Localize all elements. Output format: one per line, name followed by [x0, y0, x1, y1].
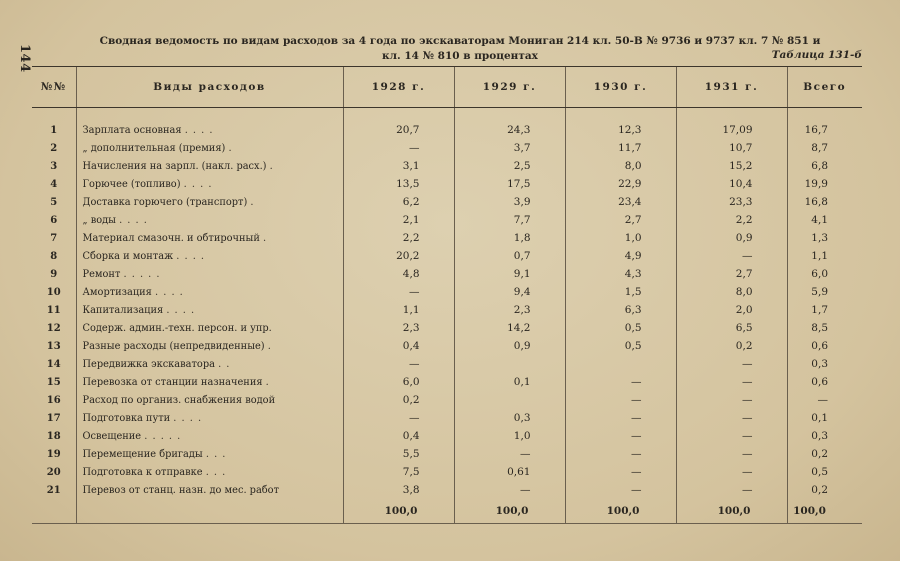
total-1929: 100,0 [454, 499, 565, 524]
row-number: 16 [46, 394, 61, 406]
value-1930: 2,7 [565, 211, 676, 229]
value-total: 0,2 [787, 445, 862, 463]
page-number: 144 [17, 44, 32, 73]
value-total: 0,6 [787, 373, 862, 391]
leader-dots: . [267, 340, 272, 352]
total-all: 100,0 [787, 499, 862, 524]
leader-dots: . [265, 376, 270, 388]
expense-name-cell [76, 193, 343, 211]
expense-name: Сборка и монтаж [82, 250, 174, 262]
value-1931: 2,7 [676, 265, 787, 283]
leader-dots: . [269, 160, 274, 172]
expense-name: „ воды [82, 214, 116, 226]
title-line-2: кл. 14 № 810 в процентах [382, 50, 538, 62]
expense-name-cell [76, 391, 343, 409]
value-1930: 1,0 [565, 229, 676, 247]
value-1929: 3,7 [454, 139, 565, 157]
header-1929: 1929 г. [454, 67, 565, 108]
value-1928: 2,3 [343, 319, 454, 337]
value-1929: 1,0 [454, 427, 565, 445]
value-1928: 2,2 [343, 229, 454, 247]
value-total: 6,0 [787, 265, 862, 283]
table-row [32, 211, 862, 229]
value-1929: 0,3 [454, 409, 565, 427]
row-number: 6 [50, 214, 58, 226]
row-number: 17 [46, 412, 61, 424]
expense-name: „ дополнительная (премия) [82, 142, 226, 154]
expense-name: Перевоз от станц. назн. до мес. работ [82, 484, 279, 496]
expense-name: Расход по организ. снабжения водой [82, 394, 276, 406]
value-1928: 2,1 [343, 211, 454, 229]
expense-name-cell [76, 175, 343, 193]
expense-name: Перевозка от станции назначения [82, 376, 263, 388]
value-1928: 0,2 [343, 391, 454, 409]
value-1929: — [454, 445, 565, 463]
row-number: 7 [50, 232, 58, 244]
value-1930: 0,5 [565, 337, 676, 355]
table-row [32, 409, 862, 427]
leader-dots: . . . [205, 466, 227, 478]
value-total: 1,7 [787, 301, 862, 319]
value-1929 [454, 355, 565, 373]
value-total: 1,1 [787, 247, 862, 265]
expense-name-cell [76, 247, 343, 265]
expense-name: Доставка горючего (транспорт) [82, 196, 248, 208]
value-1930: 6,3 [565, 301, 676, 319]
value-1928: 20,2 [343, 247, 454, 265]
row-number: 5 [50, 196, 58, 208]
row-number: 19 [46, 448, 61, 460]
table-row [32, 139, 862, 157]
header-total: Всего [787, 67, 862, 108]
row-number: 1 [50, 124, 58, 136]
value-1929: 1,8 [454, 229, 565, 247]
value-1928: — [343, 409, 454, 427]
expense-name: Амортизация [82, 286, 152, 298]
expense-name-cell [76, 157, 343, 175]
table-row [32, 373, 862, 391]
expense-name: Подготовка к отправке [82, 466, 203, 478]
expense-name-cell [76, 355, 343, 373]
value-1929: 2,5 [454, 157, 565, 175]
expense-name-cell [76, 319, 343, 337]
expense-name-cell [76, 283, 343, 301]
value-1931: 2,0 [676, 301, 787, 319]
row-number: 13 [46, 340, 61, 352]
value-1931: 8,0 [676, 283, 787, 301]
expense-name: Подготовка пути [82, 412, 171, 424]
row-number: 21 [46, 484, 61, 496]
value-1930: — [565, 463, 676, 481]
value-1931: — [676, 427, 787, 445]
leader-dots: . . . . [119, 214, 148, 226]
expense-name: Материал смазочн. и обтирочный [82, 232, 260, 244]
table-row [32, 121, 862, 139]
value-1929: 2,3 [454, 301, 565, 319]
value-1930: 4,3 [565, 265, 676, 283]
value-1931: 0,2 [676, 337, 787, 355]
header-1931: 1931 г. [676, 67, 787, 108]
expense-name: Перемещение бригады [82, 448, 203, 460]
value-1931: 0,9 [676, 229, 787, 247]
value-1928: 1,1 [343, 301, 454, 319]
value-1931: — [676, 247, 787, 265]
header-1928: 1928 г. [343, 67, 454, 108]
value-1931: — [676, 391, 787, 409]
value-total: 0,2 [787, 481, 862, 499]
table-row [32, 247, 862, 265]
totals-empty-cell [32, 499, 76, 524]
row-number: 4 [50, 178, 58, 190]
value-1929: 14,2 [454, 319, 565, 337]
value-1931: — [676, 463, 787, 481]
value-1930: — [565, 427, 676, 445]
value-1931: 23,3 [676, 193, 787, 211]
table-row [32, 463, 862, 481]
value-1930: — [565, 373, 676, 391]
value-total: 8,7 [787, 139, 862, 157]
leader-dots: . . . . [154, 286, 184, 298]
expense-name: Разные расходы (непредвиденные) [82, 340, 265, 352]
expense-name: Ремонт [82, 268, 121, 280]
value-1930 [565, 355, 676, 373]
value-total: 4,1 [787, 211, 862, 229]
value-1930: 8,0 [565, 157, 676, 175]
value-1928: 3,1 [343, 157, 454, 175]
expense-name-cell [76, 481, 343, 499]
value-1929 [454, 391, 565, 409]
table-row [32, 391, 862, 409]
total-1930: 100,0 [565, 499, 676, 524]
expense-name: Содерж. админ.-техн. персон. и упр. [82, 322, 272, 334]
value-1931: — [676, 445, 787, 463]
table-row [32, 265, 862, 283]
expense-name: Освещение [82, 430, 142, 442]
value-1930: 23,4 [565, 193, 676, 211]
table-row [32, 337, 862, 355]
leader-dots: . . [218, 358, 231, 370]
expense-name-cell [76, 373, 343, 391]
value-1931: 17,09 [676, 121, 787, 139]
expense-name: Зарплата основная [82, 124, 182, 136]
value-1931: 2,2 [676, 211, 787, 229]
header-row [32, 67, 862, 108]
row-number: 11 [46, 304, 61, 316]
value-1929: 0,1 [454, 373, 565, 391]
value-total: 1,3 [787, 229, 862, 247]
row-number: 18 [46, 430, 61, 442]
value-1928: 7,5 [343, 463, 454, 481]
value-1930: 4,9 [565, 247, 676, 265]
expense-name-cell [76, 265, 343, 283]
value-1928: 13,5 [343, 175, 454, 193]
value-total: 5,9 [787, 283, 862, 301]
spacer-row [32, 108, 862, 122]
table-body [32, 108, 862, 524]
value-total: 16,7 [787, 121, 862, 139]
table-row [32, 157, 862, 175]
value-1930: — [565, 409, 676, 427]
row-number: 14 [46, 358, 61, 370]
value-1928: — [343, 355, 454, 373]
row-number: 8 [50, 250, 58, 262]
value-1931: 15,2 [676, 157, 787, 175]
value-1931: 10,4 [676, 175, 787, 193]
expense-name-cell [76, 445, 343, 463]
row-number: 10 [46, 286, 61, 298]
leader-dots: . . . [205, 448, 227, 460]
value-1928: 3,8 [343, 481, 454, 499]
table-row [32, 427, 862, 445]
value-1929: — [454, 481, 565, 499]
value-1931: — [676, 373, 787, 391]
totals-row [32, 499, 862, 524]
expense-name-cell [76, 121, 343, 139]
value-1928: 6,0 [343, 373, 454, 391]
value-1928: 5,5 [343, 445, 454, 463]
table-row [32, 229, 862, 247]
value-1930: 1,5 [565, 283, 676, 301]
value-1928: 0,4 [343, 427, 454, 445]
header-1930: 1930 г. [565, 67, 676, 108]
value-1931: 6,5 [676, 319, 787, 337]
header-number: №№ [32, 67, 76, 108]
leader-dots: . . . . . [144, 430, 182, 442]
total-1928: 100,0 [343, 499, 454, 524]
value-total: 8,5 [787, 319, 862, 337]
value-1929: 9,1 [454, 265, 565, 283]
value-total: 0,6 [787, 337, 862, 355]
value-1928: 4,8 [343, 265, 454, 283]
expense-name-cell [76, 229, 343, 247]
value-1929: 7,7 [454, 211, 565, 229]
value-1928: 0,4 [343, 337, 454, 355]
leader-dots: . . . . . [123, 268, 161, 280]
table-row [32, 481, 862, 499]
value-1930: 12,3 [565, 121, 676, 139]
header-expense-type: Виды расходов [76, 67, 343, 108]
expense-name-cell [76, 139, 343, 157]
value-1930: — [565, 481, 676, 499]
value-1930: 22,9 [565, 175, 676, 193]
value-1929: 9,4 [454, 283, 565, 301]
row-number: 9 [50, 268, 58, 280]
value-1931: — [676, 409, 787, 427]
table-row [32, 319, 862, 337]
value-1930: — [565, 391, 676, 409]
value-1930: — [565, 445, 676, 463]
expense-table [32, 66, 862, 524]
expense-name-cell [76, 301, 343, 319]
table-label: Таблица 131-б [771, 49, 862, 61]
expense-name: Начисления на зарпл. (накл. расх.) [82, 160, 267, 172]
value-total: 6,8 [787, 157, 862, 175]
value-1929: 0,7 [454, 247, 565, 265]
table-row [32, 301, 862, 319]
expense-name-cell [76, 337, 343, 355]
leader-dots: . . . . [176, 250, 206, 262]
leader-dots: . . . . [184, 124, 214, 136]
value-1931: — [676, 481, 787, 499]
table-row [32, 283, 862, 301]
value-1928: 20,7 [343, 121, 454, 139]
value-1930: 11,7 [565, 139, 676, 157]
expense-name-cell [76, 211, 343, 229]
value-1929: 17,5 [454, 175, 565, 193]
value-total: 0,3 [787, 355, 862, 373]
expense-name-cell [76, 463, 343, 481]
title-line-1: Сводная ведомость по видам расходов за 4 года по экскаваторам Мониган 214 кл. 50-В № 9736 и 9737 кл. 7 № 851 и [99, 35, 821, 47]
table-row [32, 193, 862, 211]
row-number: 2 [50, 142, 58, 154]
value-total: 0,5 [787, 463, 862, 481]
value-total: 0,3 [787, 427, 862, 445]
leader-dots: . . . . [166, 304, 196, 316]
leader-dots: . . . . [173, 412, 203, 424]
expense-name: Горючее (топливо) [82, 178, 181, 190]
row-number: 15 [46, 376, 61, 388]
value-total: 19,9 [787, 175, 862, 193]
value-1929: 0,9 [454, 337, 565, 355]
value-total: 0,1 [787, 409, 862, 427]
value-1928: — [343, 283, 454, 301]
leader-dots: . . . . [183, 178, 213, 190]
totals-empty-cell [76, 499, 343, 524]
leader-dots: . [250, 196, 255, 208]
expense-name-cell [76, 427, 343, 445]
table-row [32, 445, 862, 463]
row-number: 20 [46, 466, 61, 478]
expense-name-cell [76, 409, 343, 427]
leader-dots: . [228, 142, 233, 154]
table-row [32, 175, 862, 193]
value-1928: 6,2 [343, 193, 454, 211]
value-1928: — [343, 139, 454, 157]
row-number: 12 [46, 322, 61, 334]
table-row [32, 355, 862, 373]
leader-dots: . [263, 232, 268, 244]
row-number: 3 [50, 160, 58, 172]
value-1930: 0,5 [565, 319, 676, 337]
expense-name: Капитализация [82, 304, 164, 316]
value-1929: 24,3 [454, 121, 565, 139]
value-total: 16,8 [787, 193, 862, 211]
value-1931: 10,7 [676, 139, 787, 157]
page-title [60, 34, 860, 64]
value-1929: 3,9 [454, 193, 565, 211]
total-1931: 100,0 [676, 499, 787, 524]
expense-name: Передвижка экскаватора [82, 358, 215, 370]
value-1931: — [676, 355, 787, 373]
value-1929: 0,61 [454, 463, 565, 481]
value-total: — [787, 391, 862, 409]
